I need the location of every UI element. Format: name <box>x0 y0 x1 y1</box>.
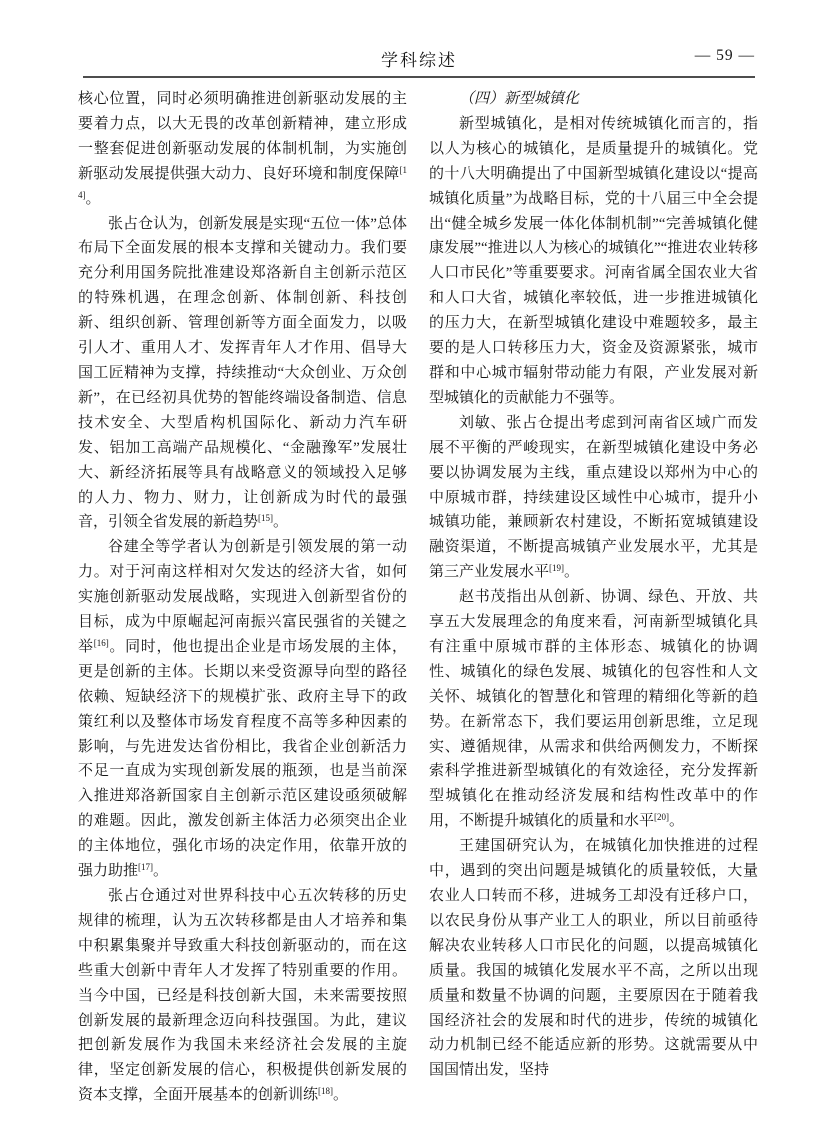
citation-ref: [18] <box>318 1086 334 1097</box>
running-head <box>83 46 755 72</box>
right-column <box>429 87 758 1108</box>
paragraph: 张占仓认为，创新发展是实现“五位一体”总体布局下全面发展的根本支撑和关键动力。我们要充分利用国务院批准建设郑洛新自主创新示范区的特殊机遇，在理念创新、体制创新、科技创新、组织创新、管理创新等方面全面发力，以吸引人才、重用人才、发挥青年人才作用、倡导大国工匠精神为支撑，持续推动“大众创业、万众创新”，在已经初具优势的智能终端设备制造、信息技术安全、大型盾构机国际化、新动力汽车研发、铝加工高端产品规模化、“金融豫军”发展壮大、新经济拓展等具有战略意义的领域投入足够的人力、物力、财力，让创新成为时代的最强音，引领全省发展的新趋势[15]。 <box>78 215 407 531</box>
citation-ref: [19] <box>549 563 565 574</box>
paragraph: 核心位置，同时必须明确推进创新驱动发展的主要着力点，以大无畏的改革创新精神，建立形成一整套促进创新驱动发展的体制机制，为实施创新驱动发展提供强大动力、良好环境和制度保障[14]。 <box>78 91 407 207</box>
paragraph: 赵书茂指出从创新、协调、绿色、开放、共享五大发展理念的角度来看，河南新型城镇化具有注重中原城市群的主体形态、城镇化的协调性、城镇化的绿色发展、城镇化的包容性和人文关怀、城镇化的智慧化和管理的精细化等新的趋势。在新常态下，我们要运用创新思维，立足现实、遵循规律，从需求和供给两侧发力，不断探索科学推进新型城镇化的有效途径，充分发挥新型城镇化在推动经济发展和结构性改革中的作用，不断提升城镇化的质量和水平[20]。 <box>429 589 758 830</box>
paragraph: 刘敏、张占仓提出考虑到河南省区域广而发展不平衡的严峻现实，在新型城镇化建设中务必要以协调发展为主线，重点建设以郑州为中心的中原城市群，持续建设区域性中心城市，提升小城镇功能，兼顾新农村建设，不断拓宽城镇建设融资渠道，不断提高城镇产业发展水平，尤其是第三产业发展水平[19]。 <box>429 414 758 581</box>
citation-ref: [14] <box>78 164 407 200</box>
paragraph: 谷建全等学者认为创新是引领发展的第一动力。对于河南这样相对欠发达的经济大省，如何实施创新驱动发展战略，实现进入创新型省份的目标，成为中原崛起河南振兴富民强省的关键之举[16]。同时，他也提出企业是市场发展的主体，更是创新的主体。长期以来受资源导向型的路径依赖、短缺经济下的规模扩张、政府主导下的政策红利以及整体市场发育程度不高等多种因素的影响，与先进发达省份相比，我省企业创新活力不足一直成为实现创新发展的瓶颈，也是当前深入推进郑洛新国家自主创新示范区建设亟须破解的难题。因此，激发创新主体活力必须突出企业的主体地位，强化市场的决定作用，依靠开放的强力助推[17]。 <box>78 539 407 880</box>
citation-ref: [20] <box>654 812 670 823</box>
left-column <box>78 87 407 1108</box>
text-columns <box>78 87 758 1108</box>
citation-ref: [15] <box>258 513 274 524</box>
paragraph: 王建国研究认为，在城镇化加快推进的过程中，遇到的突出问题是城镇化的质量较低，大量农业人口转而不移，进城务工却没有迁移户口，以农民身份从事产业工人的职业，所以目前亟待解决农业转移人口市民化的问题，以提高城镇化质量。我国的城镇化发展水平不高，之所以出现质量和数量不协调的问题，主要原因在于随着我国经济社会的发展和时代的进步，传统的城镇化动力机制已经不能适应新的形势。这就需要从中国国情出发，坚持 <box>429 838 758 1079</box>
page-number: — 59 — <box>694 47 755 64</box>
paragraph: 新型城镇化，是相对传统城镇化而言的，指以人为核心的城镇化，是质量提升的城镇化。党的十八大明确提出了中国新型城镇化建设以“提高城镇化质量”为战略目标，党的十八届三中全会提出“健全城乡发展一体化体制机制”“完善城镇化健康发展”“推进以人为核心的城镇化”“推进农业转移人口市民化”等重要要求。河南省属全国农业大省和人口大省，城镇化率较低，进一步推进城镇化的压力大，在新型城镇化建设中难题较多，最主要的是人口转移压力大，资金及资源紧张，城市群和中心城市辐射带动能力有限，产业发展对新型城镇化的贡献能力不强等。 <box>429 115 758 406</box>
citation-ref: [16] <box>93 637 109 648</box>
running-head-title: 学科综述 <box>381 51 457 70</box>
section-heading: （四）新型城镇化 <box>459 91 580 107</box>
paragraph: 张占仓通过对世界科技中心五次转移的历史规律的梳理，认为五次转移都是由人才培养和集中积累集聚并导致重大科技创新驱动的，而在这些重大创新中青年人才发挥了特别重要的作用。当今中国，已经是科技创新大国，未来需要按照创新发展的最新理念迈向科技强国。为此，建议把创新发展作为我国未来经济社会发展的主旋律，坚定创新发展的信心，积极提供创新发展的资本支撑，全面开展基本的创新训练[18]。 <box>78 888 407 1104</box>
citation-ref: [17] <box>138 862 154 873</box>
header-rule <box>83 76 755 78</box>
